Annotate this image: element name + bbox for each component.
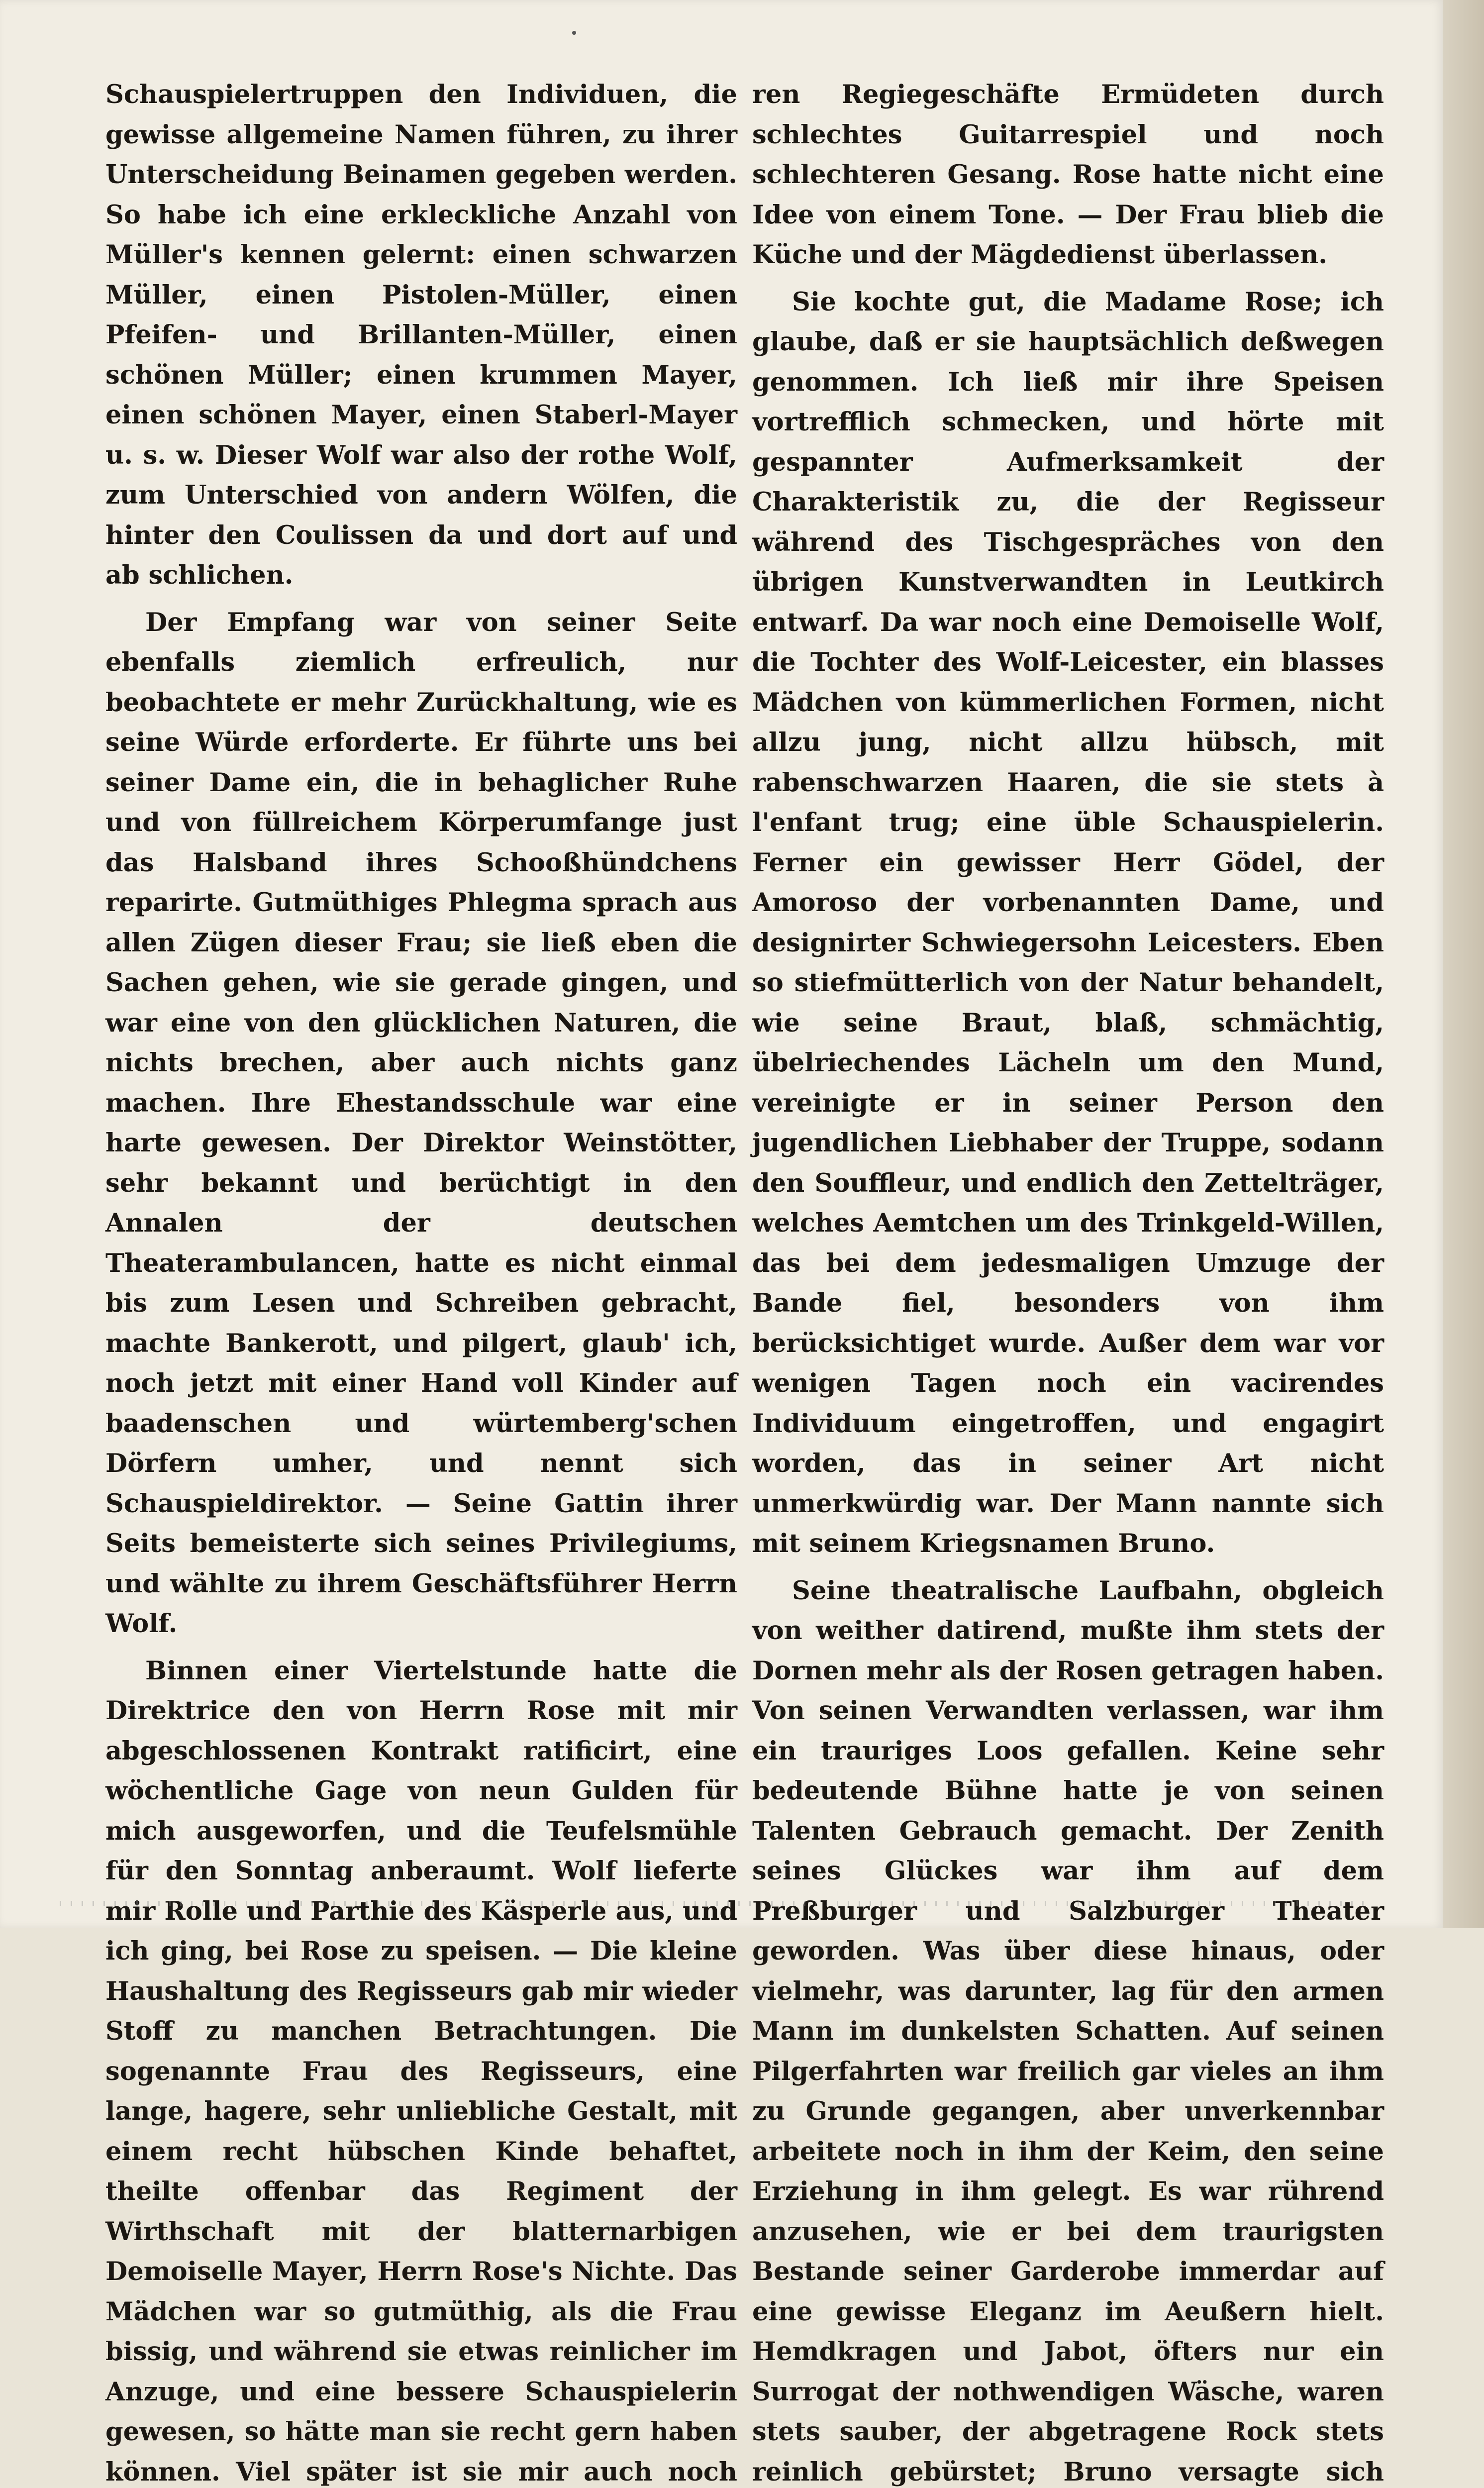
text-column-right [752,75,1384,2488]
paragraph: Schauspielertruppen den Individuen, die gewisse allgemeine Namen führen, zu ihrer Unterscheidung Beinamen gegeben werden. So habe ich eine erkleckliche Anzahl von Müller's kennen gelernt: einen schwarzen Müller, einen Pistolen-Müller, einen Pfeifen- und Brillanten-Müller, einen schönen Müller; einen krummen Mayer, einen schönen Mayer, einen Staberl-Mayer u. s. w. Dieser Wolf war also der rothe Wolf, zum Unterschied von andern Wölfen, die hinter den Coulissen da und dort auf und ab schlichen. [105,75,737,596]
paragraph: Binnen einer Viertelstunde hatte die Direktrice den von Herrn Rose mit mir abgeschlossenen Kontrakt ratificirt, eine wöchentliche Gage von neun Gulden für mich ausgeworfen, und die Teufelsmühle für den Sonntag anberaumt. Wolf lieferte mir Rolle und Parthie des Käsperle aus, und ich ging, bei Rose zu speisen. — Die kleine Haushaltung des Regisseurs gab mir wieder Stoff zu manchen Betrachtungen. Die sogenannte Frau des Regisseurs, eine lange, hagere, sehr unliebliche Gestalt, mit einem recht hübschen Kinde behaftet, theilte offenbar das Regiment der Wirthschaft mit der blatternarbigen Demoiselle Mayer, Herrn Rose's Nichte. Das Mädchen war so gutmüthig, als die Frau bissig, und während sie etwas reinlicher im Anzuge, und eine bessere Schauspielerin gewesen, so hätte man sie recht gern haben können. Viel später ist sie mir auch noch [105,1651,737,2488]
page-edge [1443,0,1484,1928]
paragraph: Sie kochte gut, die Madame Rose; ich glaube, daß er sie hauptsächlich deßwegen genommen. Ich ließ mir ihre Speisen vortrefflich schmecken, und hörte mit gespannter Aufmerksamkeit der Charakteristik zu, die der Regisseur während des Tischgespräches von den übrigen Kunstverwandten in Leutkirch entwarf. Da war noch eine Demoiselle Wolf, die Tochter des Wolf-Leicester, ein blasses Mädchen von kümmerlichen Formen, nicht allzu jung, nicht allzu hübsch, mit rabenschwarzen Haaren, die sie stets à l'enfant trug; eine üble Schauspielerin. Ferner ein gewisser Herr Gödel, der Amoroso der vorbenannten Dame, und designirter Schwiegersohn Leicesters. Eben so stiefmütterlich von der Natur behandelt, wie seine Braut, blaß, schmächtig, übelriechendes Lächeln um den Mund, vereinigte er in seiner Person den jugendlichen Liebhaber der Truppe, sodann den Souffleur, und endlich den Zettelträger, welches Aemtchen um des Trinkgeld-Willen, das bei dem jedesmaligen Umzuge der Bande fiel, besonders von ihm berücksichtiget wurde. Außer dem war vor wenigen Tagen noch ein vacirendes Individuum eingetroffen, und engagirt worden, das in seiner Art nicht unmerkwürdig war. Der Mann nannte sich mit seinem Kriegsnamen Bruno. [752,282,1384,1564]
text-column-left [105,75,737,2488]
paragraph: ren Regiegeschäfte Ermüdeten durch schlechtes Guitarrespiel und noch schlechteren Gesang. Rose hatte nicht eine Idee von einem Tone. — Der Frau blieb die Küche und der Mägdedienst überlassen. [752,75,1384,275]
paragraph: Der Empfang war von seiner Seite ebenfalls ziemlich erfreulich, nur beobachtete er mehr Zurückhaltung, wie es seine Würde erforderte. Er führte uns bei seiner Dame ein, die in behaglicher Ruhe und von füllreichem Körperumfange just das Halsband ihres Schooßhündchens reparirte. Gutmüthiges Phlegma sprach aus allen Zügen dieser Frau; sie ließ eben die Sachen gehen, wie sie gerade gingen, und war eine von den glücklichen Naturen, die nichts brechen, aber auch nichts ganz machen. Ihre Ehestandsschule war eine harte gewesen. Der Direktor Weinstötter, sehr bekannt und berüchtigt in den Annalen der deutschen Theaterambulancen, hatte es nicht einmal bis zum Lesen und Schreiben gebracht, machte Bankerott, und pilgert, glaub' ich, noch jetzt mit einer Hand voll Kinder auf baadenschen und würtemberg'schen Dörfern umher, und nennt sich Schauspieldirektor. — Seine Gattin ihrer Seits bemeisterte sich seines Privilegiums, und wählte zu ihrem Geschäftsführer Herrn Wolf. [105,603,737,1644]
paragraph: Seine theatralische Laufbahn, obgleich von weither datirend, mußte ihm stets der Dornen mehr als der Rosen getragen haben. Von seinen Verwandten verlassen, war ihm ein trauriges Loos gefallen. Keine sehr bedeutende Bühne hatte je von seinen Talenten Gebrauch gemacht. Der Zenith seines Glückes war ihm auf dem Preßburger und Salzburger Theater geworden. Was über diese hinaus, oder vielmehr, was darunter, lag für den armen Mann im dunkelsten Schatten. Auf seinen Pilgerfahrten war freilich gar vieles an ihm zu Grunde gegangen, aber unverkennbar arbeitete noch in ihm der Keim, den seine Erziehung in ihm gelegt. Es war rührend anzusehen, wie er bei dem traurigsten Bestande seiner Garderobe immerdar auf eine gewisse Eleganz im Aeußern hielt. Hemdkragen und Jabot, öfters nur ein Surrogat der nothwendigen Wäsche, waren stets sauber, der abgetragene Rock stets reinlich gebürstet; Bruno versagte sich [752,1571,1384,2488]
scan-artifact [60,1901,1373,1906]
printer-mark [572,31,576,35]
